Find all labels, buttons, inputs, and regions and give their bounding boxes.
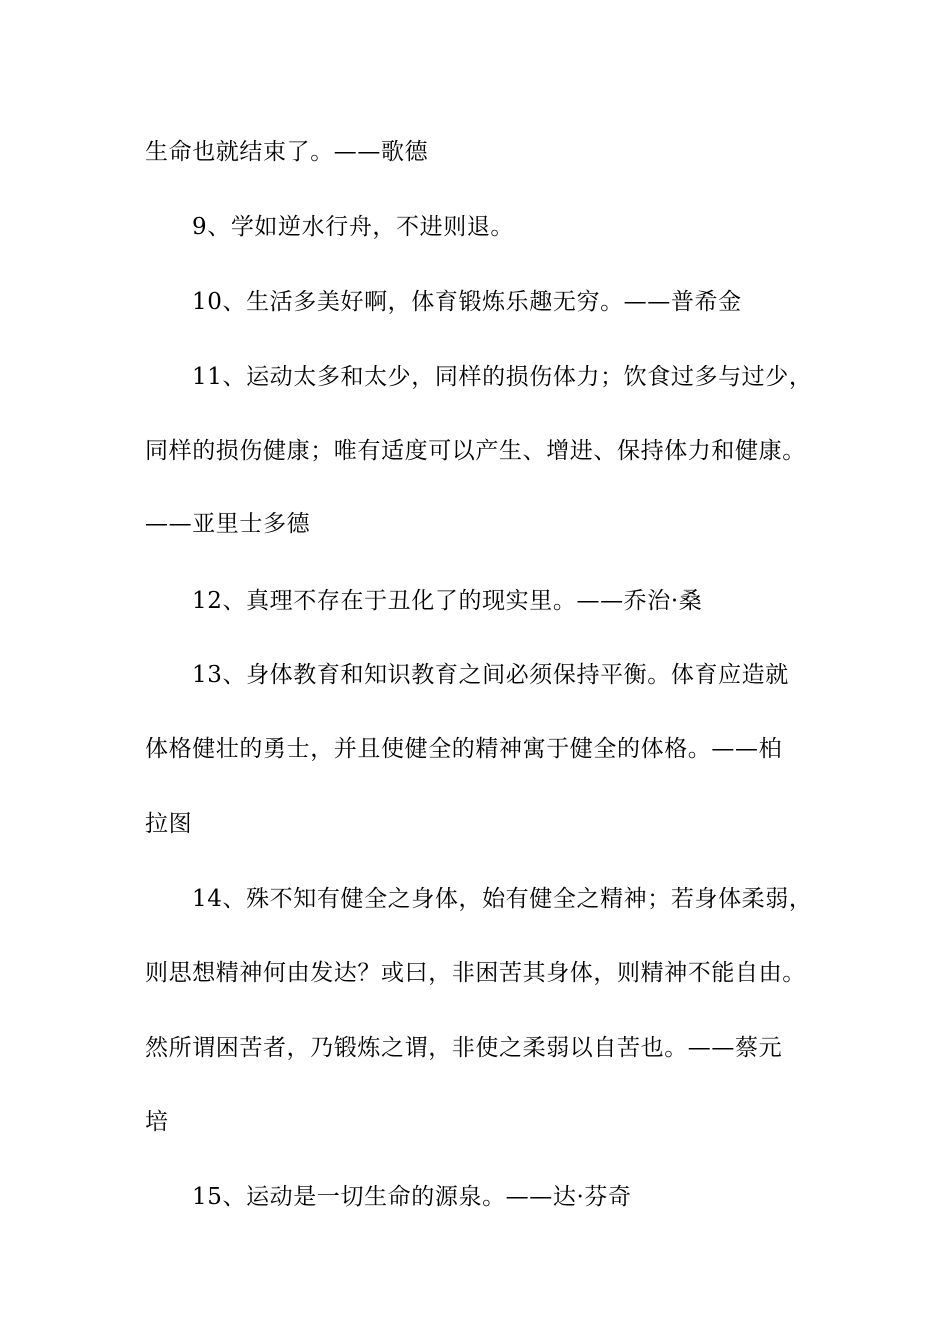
text-line-quote-13-author: 拉图 <box>145 811 193 837</box>
text-line-quote-13: 13、身体教育和知识教育之间必须保持平衡。体育应造就 <box>192 662 789 688</box>
text-line-quote-11: 11、运动太多和太少，同样的损伤体力；饮食过多与过少， <box>192 364 813 390</box>
text-line-quote-11-author: ——亚里士多德 <box>145 511 311 537</box>
text-line-quote-14: 14、殊不知有健全之身体，始有健全之精神；若身体柔弱， <box>192 886 813 912</box>
text-line-quote-12: 12、真理不存在于丑化了的现实里。——乔治·桑 <box>192 588 703 614</box>
text-line-quote-14-cont-1: 则思想精神何由发达？或曰，非困苦其身体，则精神不能自由。 <box>145 960 806 986</box>
text-line-quote-9: 9、学如逆水行舟，不进则退。 <box>192 214 515 240</box>
text-line-quote-11-cont: 同样的损伤健康；唯有适度可以产生、增进、保持体力和健康。 <box>145 438 806 464</box>
text-line-quote-15: 15、运动是一切生命的源泉。——达·芬奇 <box>192 1184 632 1210</box>
text-line-quote-10: 10、生活多美好啊，体育锻炼乐趣无穷。——普希金 <box>192 289 742 315</box>
text-line-quote-13-cont: 体格健壮的勇士，并且使健全的精神寓于健全的体格。——柏 <box>145 736 783 762</box>
text-line-quote-14-author: 培 <box>145 1109 169 1135</box>
text-line-continuation-goethe: 生命也就结束了。——歌德 <box>145 139 429 165</box>
text-line-quote-14-cont-2: 然所谓困苦者，乃锻炼之谓，非使之柔弱以自苦也。——蔡元 <box>145 1035 783 1061</box>
